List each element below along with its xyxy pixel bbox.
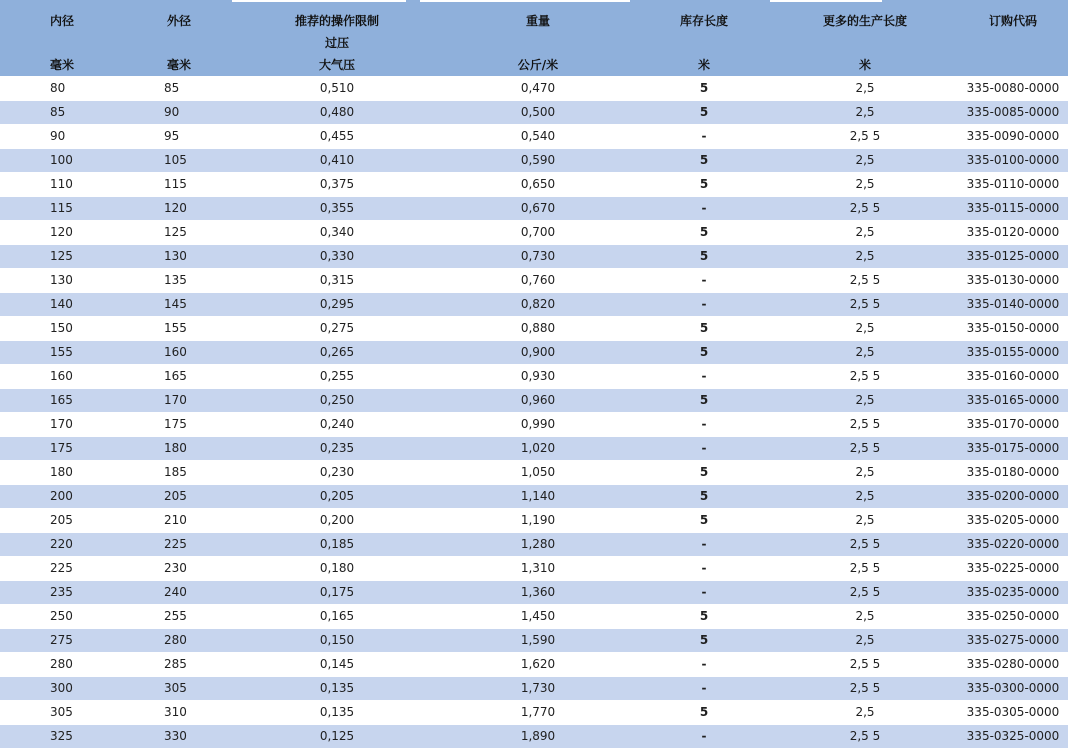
- weight-cell: 1,890: [440, 725, 636, 748]
- header-more-length: 更多的生产长度: [772, 0, 958, 54]
- outer-diameter-cell: 280: [124, 629, 234, 653]
- table-row: [0, 653, 1068, 677]
- weight-cell: 1,590: [440, 629, 636, 653]
- weight-cell: 1,050: [440, 461, 636, 485]
- pressure-cell: 0,410: [234, 149, 440, 173]
- more-length-cell: 2,5 5: [772, 653, 958, 677]
- inner-diameter-cell: 165: [0, 389, 124, 413]
- table-row: [0, 629, 1068, 653]
- order-code-cell: 335-0100-0000: [958, 149, 1068, 173]
- order-code-cell: 335-0225-0000: [958, 557, 1068, 581]
- inner-diameter-cell: 115: [0, 197, 124, 221]
- outer-diameter-cell: 105: [124, 149, 234, 173]
- more-length-cell: 2,5: [772, 485, 958, 509]
- outer-diameter-cell: 90: [124, 101, 234, 125]
- stock-length-cell: -: [636, 365, 772, 389]
- table-row: [0, 605, 1068, 629]
- table-row: [0, 149, 1068, 173]
- table-row: [0, 293, 1068, 317]
- pressure-cell: 0,340: [234, 221, 440, 245]
- stock-length-cell: 5: [636, 629, 772, 653]
- more-length-cell: 2,5: [772, 461, 958, 485]
- order-code-cell: 335-0200-0000: [958, 485, 1068, 509]
- pressure-cell: 0,205: [234, 485, 440, 509]
- order-code-cell: 335-0305-0000: [958, 701, 1068, 725]
- stock-length-cell: -: [636, 557, 772, 581]
- table-row: [0, 365, 1068, 389]
- outer-diameter-cell: 305: [124, 677, 234, 701]
- order-code-cell: 335-0085-0000: [958, 101, 1068, 125]
- inner-diameter-cell: 225: [0, 557, 124, 581]
- table-row: [0, 533, 1068, 557]
- pressure-cell: 0,145: [234, 653, 440, 677]
- outer-diameter-cell: 115: [124, 173, 234, 197]
- table-row: [0, 701, 1068, 725]
- outer-diameter-cell: 205: [124, 485, 234, 509]
- table-row: [0, 269, 1068, 293]
- unit-weight: 公斤/米: [440, 54, 636, 77]
- header-outer-diameter: 外径: [124, 0, 234, 54]
- header-notch: [232, 0, 406, 2]
- pressure-cell: 0,200: [234, 509, 440, 533]
- table-row: [0, 197, 1068, 221]
- inner-diameter-cell: 220: [0, 533, 124, 557]
- inner-diameter-cell: 170: [0, 413, 124, 437]
- more-length-cell: 2,5: [772, 389, 958, 413]
- more-length-cell: 2,5: [772, 701, 958, 725]
- weight-cell: 0,650: [440, 173, 636, 197]
- table-row: [0, 125, 1068, 149]
- weight-cell: 0,820: [440, 293, 636, 317]
- header-weight: 重量: [440, 0, 636, 54]
- unit-more-length: 米: [772, 54, 958, 77]
- stock-length-cell: -: [636, 125, 772, 149]
- order-code-cell: 335-0125-0000: [958, 245, 1068, 269]
- stock-length-cell: 5: [636, 605, 772, 629]
- order-code-cell: 335-0235-0000: [958, 581, 1068, 605]
- order-code-cell: 335-0175-0000: [958, 437, 1068, 461]
- weight-cell: 1,280: [440, 533, 636, 557]
- outer-diameter-cell: 225: [124, 533, 234, 557]
- stock-length-cell: 5: [636, 245, 772, 269]
- outer-diameter-cell: 310: [124, 701, 234, 725]
- more-length-cell: 2,5: [772, 173, 958, 197]
- pressure-cell: 0,275: [234, 317, 440, 341]
- unit-stock-length: 米: [636, 54, 772, 77]
- weight-cell: 1,730: [440, 677, 636, 701]
- more-length-cell: 2,5 5: [772, 365, 958, 389]
- inner-diameter-cell: 280: [0, 653, 124, 677]
- table-row: [0, 437, 1068, 461]
- order-code-cell: 335-0325-0000: [958, 725, 1068, 748]
- inner-diameter-cell: 85: [0, 101, 124, 125]
- order-code-cell: 335-0120-0000: [958, 221, 1068, 245]
- table-row: [0, 101, 1068, 125]
- order-code-cell: 335-0170-0000: [958, 413, 1068, 437]
- inner-diameter-cell: 110: [0, 173, 124, 197]
- order-code-cell: 335-0220-0000: [958, 533, 1068, 557]
- more-length-cell: 2,5 5: [772, 197, 958, 221]
- pressure-cell: 0,175: [234, 581, 440, 605]
- inner-diameter-cell: 305: [0, 701, 124, 725]
- weight-cell: 0,500: [440, 101, 636, 125]
- table-row: [0, 677, 1068, 701]
- outer-diameter-cell: 95: [124, 125, 234, 149]
- weight-cell: 1,140: [440, 485, 636, 509]
- weight-cell: 1,620: [440, 653, 636, 677]
- pressure-cell: 0,375: [234, 173, 440, 197]
- stock-length-cell: -: [636, 725, 772, 748]
- stock-length-cell: -: [636, 437, 772, 461]
- header-inner-diameter: 内径: [0, 0, 124, 54]
- outer-diameter-cell: 130: [124, 245, 234, 269]
- pressure-cell: 0,480: [234, 101, 440, 125]
- more-length-cell: 2,5 5: [772, 269, 958, 293]
- header-pressure-line1: 推荐的操作限制: [234, 10, 440, 32]
- outer-diameter-cell: 135: [124, 269, 234, 293]
- weight-cell: 0,880: [440, 317, 636, 341]
- order-code-cell: 335-0080-0000: [958, 77, 1068, 101]
- stock-length-cell: -: [636, 293, 772, 317]
- header-stock-length: 库存长度: [636, 0, 772, 54]
- pressure-cell: 0,150: [234, 629, 440, 653]
- inner-diameter-cell: 275: [0, 629, 124, 653]
- more-length-cell: 2,5 5: [772, 293, 958, 317]
- table-row: [0, 461, 1068, 485]
- pressure-cell: 0,165: [234, 605, 440, 629]
- order-code-cell: 335-0300-0000: [958, 677, 1068, 701]
- inner-diameter-cell: 235: [0, 581, 124, 605]
- weight-cell: 0,990: [440, 413, 636, 437]
- table-row: [0, 221, 1068, 245]
- inner-diameter-cell: 200: [0, 485, 124, 509]
- order-code-cell: 335-0140-0000: [958, 293, 1068, 317]
- more-length-cell: 2,5: [772, 221, 958, 245]
- stock-length-cell: 5: [636, 173, 772, 197]
- more-length-cell: 2,5: [772, 629, 958, 653]
- outer-diameter-cell: 170: [124, 389, 234, 413]
- stock-length-cell: 5: [636, 701, 772, 725]
- weight-cell: 0,470: [440, 77, 636, 101]
- inner-diameter-cell: 300: [0, 677, 124, 701]
- more-length-cell: 2,5: [772, 341, 958, 365]
- table-row: [0, 245, 1068, 269]
- order-code-cell: 335-0115-0000: [958, 197, 1068, 221]
- header-pressure: [234, 0, 440, 54]
- outer-diameter-cell: 160: [124, 341, 234, 365]
- table-row: [0, 413, 1068, 437]
- outer-diameter-cell: 175: [124, 413, 234, 437]
- more-length-cell: 2,5: [772, 245, 958, 269]
- outer-diameter-cell: 185: [124, 461, 234, 485]
- outer-diameter-cell: 210: [124, 509, 234, 533]
- weight-cell: 0,590: [440, 149, 636, 173]
- weight-cell: 1,020: [440, 437, 636, 461]
- pressure-cell: 0,135: [234, 677, 440, 701]
- weight-cell: 1,360: [440, 581, 636, 605]
- stock-length-cell: 5: [636, 149, 772, 173]
- inner-diameter-cell: 130: [0, 269, 124, 293]
- stock-length-cell: -: [636, 581, 772, 605]
- unit-inner-diameter: 毫米: [0, 54, 124, 77]
- pressure-cell: 0,180: [234, 557, 440, 581]
- inner-diameter-cell: 100: [0, 149, 124, 173]
- inner-diameter-cell: 90: [0, 125, 124, 149]
- unit-pressure: 大气压: [234, 54, 440, 77]
- table-row: [0, 557, 1068, 581]
- more-length-cell: 2,5 5: [772, 677, 958, 701]
- weight-cell: 0,730: [440, 245, 636, 269]
- weight-cell: 0,960: [440, 389, 636, 413]
- stock-length-cell: 5: [636, 221, 772, 245]
- table-body: [0, 77, 1068, 748]
- more-length-cell: 2,5: [772, 149, 958, 173]
- outer-diameter-cell: 285: [124, 653, 234, 677]
- pressure-cell: 0,240: [234, 413, 440, 437]
- stock-length-cell: -: [636, 197, 772, 221]
- outer-diameter-cell: 125: [124, 221, 234, 245]
- stock-length-cell: 5: [636, 485, 772, 509]
- outer-diameter-cell: 120: [124, 197, 234, 221]
- order-code-cell: 335-0275-0000: [958, 629, 1068, 653]
- stock-length-cell: 5: [636, 389, 772, 413]
- stock-length-cell: 5: [636, 509, 772, 533]
- order-code-cell: 335-0110-0000: [958, 173, 1068, 197]
- order-code-cell: 335-0150-0000: [958, 317, 1068, 341]
- outer-diameter-cell: 155: [124, 317, 234, 341]
- pressure-cell: 0,235: [234, 437, 440, 461]
- stock-length-cell: 5: [636, 461, 772, 485]
- more-length-cell: 2,5 5: [772, 437, 958, 461]
- table-row: [0, 485, 1068, 509]
- inner-diameter-cell: 160: [0, 365, 124, 389]
- table-row: [0, 317, 1068, 341]
- pressure-cell: 0,255: [234, 365, 440, 389]
- table-row: [0, 389, 1068, 413]
- outer-diameter-cell: 330: [124, 725, 234, 748]
- outer-diameter-cell: 165: [124, 365, 234, 389]
- header-order-code: 订购代码: [958, 0, 1068, 54]
- more-length-cell: 2,5 5: [772, 581, 958, 605]
- stock-length-cell: -: [636, 533, 772, 557]
- table-row: [0, 581, 1068, 605]
- table-row: [0, 173, 1068, 197]
- pressure-cell: 0,265: [234, 341, 440, 365]
- outer-diameter-cell: 240: [124, 581, 234, 605]
- stock-length-cell: 5: [636, 77, 772, 101]
- unit-outer-diameter: 毫米: [124, 54, 234, 77]
- weight-cell: 1,450: [440, 605, 636, 629]
- outer-diameter-cell: 230: [124, 557, 234, 581]
- header-notch: [420, 0, 630, 2]
- stock-length-cell: 5: [636, 317, 772, 341]
- order-code-cell: 335-0205-0000: [958, 509, 1068, 533]
- pressure-cell: 0,185: [234, 533, 440, 557]
- weight-cell: 1,310: [440, 557, 636, 581]
- inner-diameter-cell: 125: [0, 245, 124, 269]
- pressure-cell: 0,135: [234, 701, 440, 725]
- more-length-cell: 2,5: [772, 77, 958, 101]
- order-code-cell: 335-0160-0000: [958, 365, 1068, 389]
- outer-diameter-cell: 180: [124, 437, 234, 461]
- inner-diameter-cell: 180: [0, 461, 124, 485]
- pressure-cell: 0,355: [234, 197, 440, 221]
- stock-length-cell: 5: [636, 341, 772, 365]
- more-length-cell: 2,5 5: [772, 557, 958, 581]
- header-pressure-line2: 过压: [234, 32, 440, 54]
- inner-diameter-cell: 205: [0, 509, 124, 533]
- pressure-cell: 0,250: [234, 389, 440, 413]
- order-code-cell: 335-0130-0000: [958, 269, 1068, 293]
- header-notch: [770, 0, 882, 2]
- order-code-cell: 335-0180-0000: [958, 461, 1068, 485]
- pressure-cell: 0,295: [234, 293, 440, 317]
- weight-cell: 0,760: [440, 269, 636, 293]
- order-code-cell: 335-0280-0000: [958, 653, 1068, 677]
- inner-diameter-cell: 120: [0, 221, 124, 245]
- table-row: [0, 725, 1068, 748]
- table-row: [0, 509, 1068, 533]
- order-code-cell: 335-0155-0000: [958, 341, 1068, 365]
- more-length-cell: 2,5: [772, 509, 958, 533]
- more-length-cell: 2,5 5: [772, 533, 958, 557]
- inner-diameter-cell: 325: [0, 725, 124, 748]
- inner-diameter-cell: 80: [0, 77, 124, 101]
- inner-diameter-cell: 250: [0, 605, 124, 629]
- order-code-cell: 335-0090-0000: [958, 125, 1068, 149]
- stock-length-cell: -: [636, 269, 772, 293]
- weight-cell: 0,670: [440, 197, 636, 221]
- stock-length-cell: -: [636, 653, 772, 677]
- inner-diameter-cell: 155: [0, 341, 124, 365]
- pressure-cell: 0,125: [234, 725, 440, 748]
- more-length-cell: 2,5 5: [772, 125, 958, 149]
- inner-diameter-cell: 150: [0, 317, 124, 341]
- pressure-cell: 0,455: [234, 125, 440, 149]
- more-length-cell: 2,5: [772, 101, 958, 125]
- weight-cell: 0,540: [440, 125, 636, 149]
- pressure-cell: 0,330: [234, 245, 440, 269]
- weight-cell: 0,930: [440, 365, 636, 389]
- outer-diameter-cell: 145: [124, 293, 234, 317]
- header-row-titles: [0, 0, 1068, 54]
- weight-cell: 1,190: [440, 509, 636, 533]
- unit-order-code: [958, 54, 1068, 77]
- header-row-units: [0, 54, 1068, 77]
- more-length-cell: 2,5 5: [772, 413, 958, 437]
- pressure-cell: 0,230: [234, 461, 440, 485]
- outer-diameter-cell: 85: [124, 77, 234, 101]
- pressure-cell: 0,510: [234, 77, 440, 101]
- stock-length-cell: -: [636, 413, 772, 437]
- stock-length-cell: -: [636, 677, 772, 701]
- order-code-cell: 335-0165-0000: [958, 389, 1068, 413]
- pressure-cell: 0,315: [234, 269, 440, 293]
- table-row: [0, 341, 1068, 365]
- more-length-cell: 2,5 5: [772, 725, 958, 748]
- inner-diameter-cell: 140: [0, 293, 124, 317]
- order-code-cell: 335-0250-0000: [958, 605, 1068, 629]
- more-length-cell: 2,5: [772, 317, 958, 341]
- weight-cell: 0,700: [440, 221, 636, 245]
- inner-diameter-cell: 175: [0, 437, 124, 461]
- table-row: [0, 77, 1068, 101]
- more-length-cell: 2,5: [772, 605, 958, 629]
- stock-length-cell: 5: [636, 101, 772, 125]
- outer-diameter-cell: 255: [124, 605, 234, 629]
- weight-cell: 1,770: [440, 701, 636, 725]
- table-header: [0, 0, 1068, 77]
- weight-cell: 0,900: [440, 341, 636, 365]
